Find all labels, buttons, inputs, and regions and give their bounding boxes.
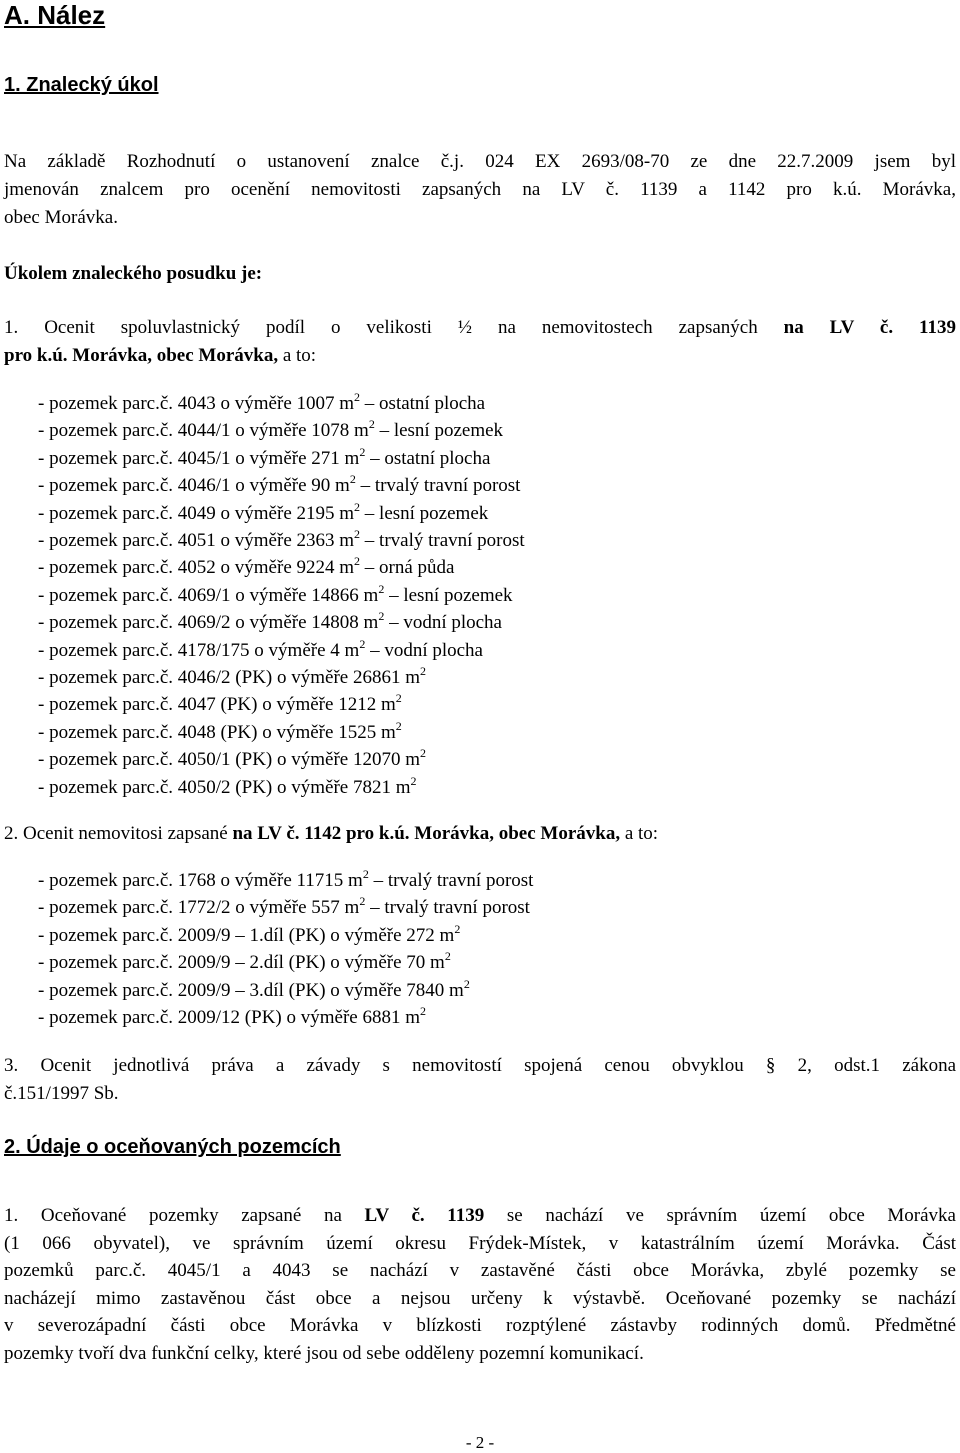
plot-unit-exponent: 2: [368, 417, 375, 432]
task1-ato: a to:: [278, 345, 317, 366]
plot-unit-exponent: 2: [454, 921, 461, 936]
intro-line-1: Na základě Rozhodnutí o ustanovení znalce č.j. 024 EX 2693/08-70 ze dne 22.7.2009 jsem byl: [4, 151, 956, 172]
plot-text: - pozemek parc.č. 4047 (PK) o výměře 1212 m: [38, 694, 396, 716]
plot-item: [38, 385, 485, 416]
plot-item: [38, 604, 502, 635]
plot-use: – trvalý travní porost: [368, 870, 534, 891]
task-heading: Úkolem znaleckého posudku je:: [4, 263, 263, 284]
plot-text: - pozemek parc.č. 4046/1 o výměře 90 m: [38, 475, 350, 497]
plot-unit-exponent: 2: [359, 636, 366, 651]
plot-item: [38, 522, 525, 553]
plot-text: - pozemek parc.č. 4050/2 (PK) o výměře 7821 m: [38, 776, 411, 798]
plot-text: - pozemek parc.č. 4050/1 (PK) o výměře 12070 m: [38, 749, 421, 771]
plot-text: - pozemek parc.č. 4052 o výměře 9224 m: [38, 557, 355, 579]
para-line-5: v severozápadní části obce Morávka v blízkosti rozptýlené zástavby rodinných domů. Předmětné: [4, 1315, 956, 1336]
task1-line-2: [4, 344, 316, 368]
task1-line-1: [4, 316, 956, 340]
plot-item: [38, 549, 455, 580]
plot-text: - pozemek parc.č. 2009/9 – 3.díl (PK) o výměře 7840 m: [38, 979, 464, 1001]
task1-text: 1. Ocenit spoluvlastnický podíl o velikosti ½ na nemovitostech zapsaných: [4, 317, 784, 338]
task2-text: 2. Ocenit nemovitosi zapsané: [4, 823, 233, 844]
plot-use: – vodní plocha: [365, 639, 483, 661]
task1-ku: pro k.ú. Morávka, obec Morávka,: [4, 345, 279, 366]
plot-item: [38, 972, 470, 1003]
page-number: - 2 -: [465, 1433, 495, 1452]
intro-line-3: obec Morávka.: [4, 207, 118, 228]
plot-unit-exponent: 2: [362, 867, 369, 881]
task3-line-1: 3. Ocenit jednotlivá práva a závady s nemovitostí spojená cenou obvyklou § 2, odst.1 zákona: [4, 1055, 956, 1076]
plot-item: [38, 686, 402, 717]
plot-use: – lesní pozemek: [374, 420, 504, 442]
plot-use: – orná půda: [360, 557, 455, 579]
plot-use: – lesní pozemek: [360, 502, 489, 524]
intro-line-2: jmenován znalcem pro ocenění nemovitosti zapsaných na LV č. 1139 a 1142 pro k.ú. Morávka,: [4, 179, 956, 200]
section-1-heading: 1. Znalecký úkol: [4, 74, 159, 96]
plot-item: [38, 714, 402, 745]
plot-text: - pozemek parc.č. 1768 o výměře 11715 m: [38, 870, 363, 891]
para-l1c: se nachází ve správním území obce Morávka: [484, 1205, 956, 1226]
para-line-1: [4, 1204, 956, 1228]
para-line-2: (1 066 obyvatel), ve správním území okresu Frýdek-Místek, v katastrálním území Morávka. Část: [4, 1233, 956, 1254]
plot-unit-exponent: 2: [349, 472, 356, 487]
plot-unit-exponent: 2: [354, 390, 361, 404]
para-line-6: pozemky tvoří dva funkční celky, které jsou od sebe odděleny pozemní komunikací.: [4, 1343, 644, 1364]
plot-unit-exponent: 2: [395, 718, 402, 733]
plot-unit-exponent: 2: [420, 746, 427, 761]
task2-lv: na LV č. 1142 pro k.ú. Morávka, obec Morávka,: [232, 823, 621, 844]
plot-unit-exponent: 2: [359, 894, 366, 909]
plot-text: - pozemek parc.č. 2009/9 – 1.díl (PK) o výměře 272 m: [38, 924, 455, 946]
plot-item: [38, 917, 460, 948]
plot-unit-exponent: 2: [378, 581, 385, 596]
plot-text: - pozemek parc.č. 4045/1 o výměře 271 m: [38, 447, 360, 469]
plot-use: – vodní plocha: [384, 612, 502, 634]
plot-item: [38, 889, 530, 920]
plot-item: [38, 495, 488, 526]
para-l1b: LV č. 1139: [364, 1205, 485, 1226]
plot-item: [38, 659, 426, 690]
plot-unit-exponent: 2: [354, 554, 361, 569]
plot-item: [38, 632, 483, 663]
task2-line: [4, 822, 658, 846]
plot-unit-exponent: 2: [354, 499, 361, 514]
plot-item: [38, 741, 426, 772]
plot-use: – trvalý travní porost: [365, 897, 530, 919]
plot-item: [38, 944, 451, 975]
plot-item: [38, 412, 503, 443]
plot-text: - pozemek parc.č. 4044/1 o výměře 1078 m: [38, 420, 369, 442]
plot-text: - pozemek parc.č. 4069/1 o výměře 14866 m: [38, 584, 379, 606]
task1-lv: na LV č. 1139: [783, 317, 956, 338]
plot-item: [38, 440, 490, 471]
plot-item: [38, 769, 417, 800]
para-line-4: nacházejí mimo zastavěnou část obce a nejsou určeny k výstavbě. Oceňované pozemky se nachází: [4, 1288, 956, 1309]
plot-item: [38, 862, 533, 893]
plot-use: – trvalý travní porost: [355, 475, 521, 497]
plot-unit-exponent: 2: [359, 444, 366, 459]
plot-text: - pozemek parc.č. 2009/9 – 2.díl (PK) o výměře 70 m: [38, 952, 445, 974]
plot-text: - pozemek parc.č. 4046/2 (PK) o výměře 26861 m: [38, 667, 421, 688]
plot-text: - pozemek parc.č. 4069/2 o výměře 14808 m: [38, 612, 379, 634]
plot-text: - pozemek parc.č. 4178/175 o výměře 4 m: [38, 639, 360, 661]
task2-ato: a to:: [620, 823, 659, 844]
plot-unit-exponent: 2: [463, 976, 470, 991]
plot-use: – ostatní plocha: [365, 447, 491, 469]
plot-item: [38, 577, 513, 608]
para-l1a: 1. Oceňované pozemky zapsané na: [4, 1205, 365, 1226]
plot-text: - pozemek parc.č. 4051 o výměře 2363 m: [38, 530, 355, 551]
section-2-heading: 2. Údaje o oceňovaných pozemcích: [4, 1136, 341, 1158]
section-a-heading: A. Nález: [4, 0, 106, 30]
plot-unit-exponent: 2: [420, 1004, 427, 1018]
plot-text: - pozemek parc.č. 4048 (PK) o výměře 1525 m: [38, 721, 396, 743]
plot-unit-exponent: 2: [378, 609, 385, 624]
plot-item: [38, 467, 520, 498]
plot-use: – trvalý travní porost: [360, 530, 525, 551]
plot-use: – ostatní plocha: [360, 393, 486, 414]
plot-text: - pozemek parc.č. 2009/12 (PK) o výměře 6881 m: [38, 1007, 421, 1028]
plot-unit-exponent: 2: [395, 691, 402, 706]
para-line-3: pozemků parc.č. 4045/1 a 4043 se nachází v zastavěné části obce Morávka, zbylé pozemky se: [4, 1260, 956, 1281]
plot-unit-exponent: 2: [410, 773, 417, 788]
plot-text: - pozemek parc.č. 1772/2 o výměře 557 m: [38, 897, 360, 919]
plot-unit-exponent: 2: [354, 527, 361, 541]
plot-use: – lesní pozemek: [384, 584, 513, 606]
plot-text: - pozemek parc.č. 4043 o výměře 1007 m: [38, 393, 355, 414]
task3-line-2: č.151/1997 Sb.: [4, 1083, 119, 1104]
plot-unit-exponent: 2: [420, 664, 427, 678]
plot-text: - pozemek parc.č. 4049 o výměře 2195 m: [38, 502, 355, 524]
plot-unit-exponent: 2: [444, 949, 451, 964]
plot-item: [38, 999, 426, 1030]
